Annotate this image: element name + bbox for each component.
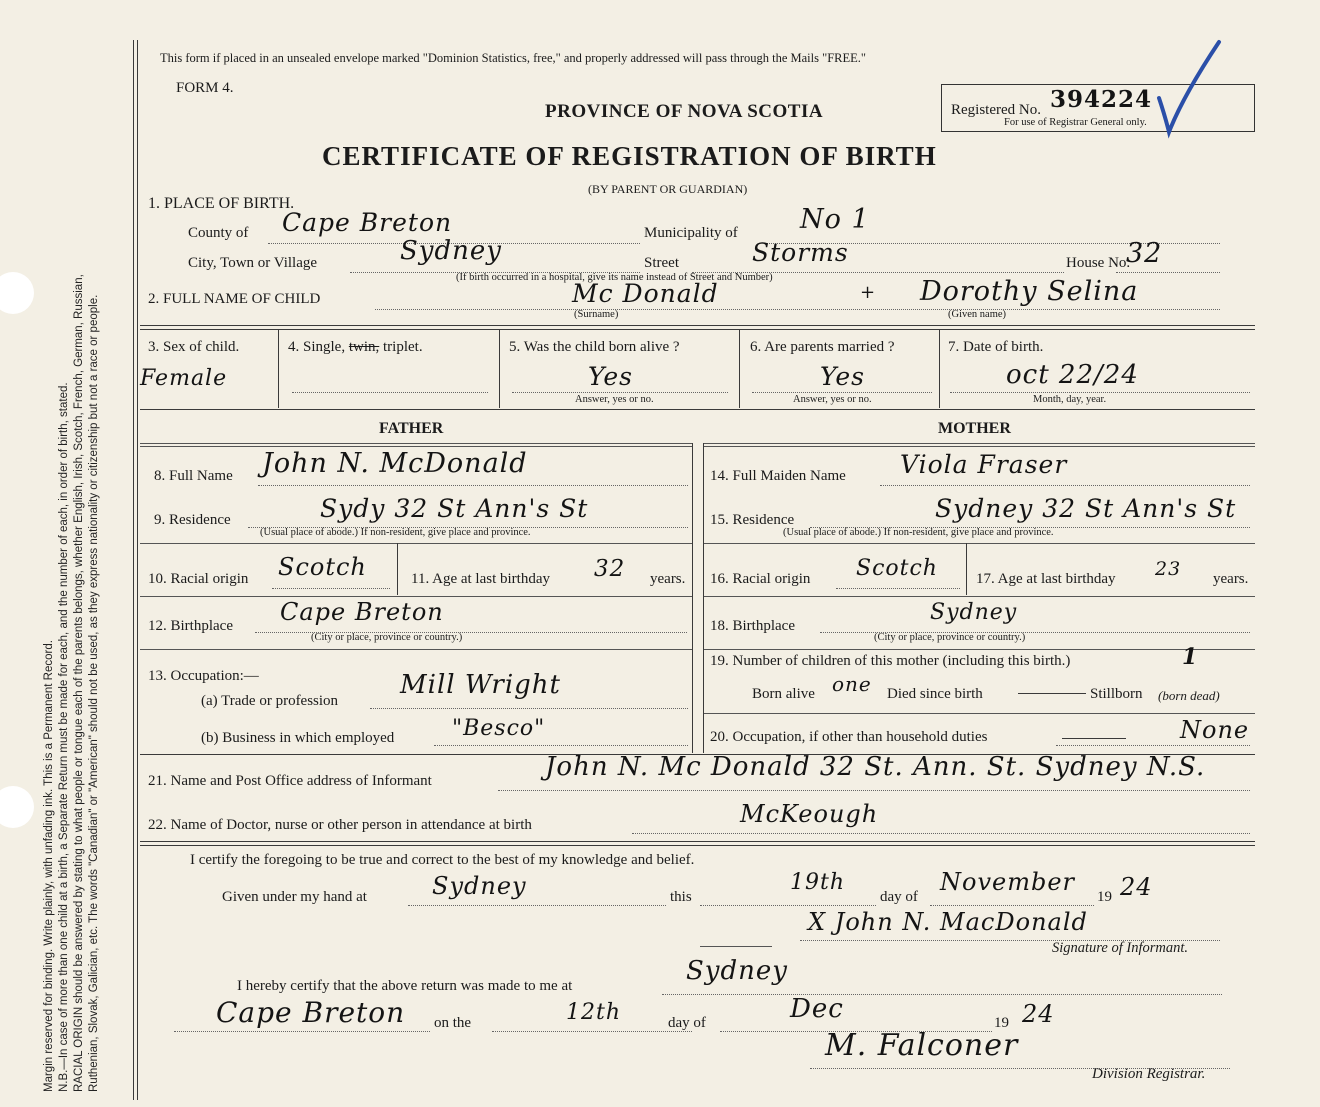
mother-name-value: Viola Fraser xyxy=(900,450,1068,479)
binding-margin-line xyxy=(137,40,138,1100)
mother-racial-label: 16. Racial origin xyxy=(710,571,811,587)
short-rule xyxy=(700,946,772,947)
surname-caption: (Surname) xyxy=(574,309,619,320)
mother-birthplace-caption: (City or place, province or country.) xyxy=(874,632,1026,643)
mother-age-label: 17. Age at last birthday xyxy=(976,571,1116,587)
certification-day-of-label: day of xyxy=(880,889,918,905)
child-name-line xyxy=(375,309,1220,310)
died-dash xyxy=(1018,693,1086,694)
house-number-label: House No. xyxy=(1066,255,1131,271)
doctor-label: 22. Name of Doctor, nurse or other person in attendance at birth xyxy=(148,817,532,833)
divider xyxy=(278,330,279,408)
divider xyxy=(499,330,500,408)
born-alive-line xyxy=(512,392,728,393)
business-value: "Besco" xyxy=(452,716,546,741)
rule xyxy=(703,649,1255,650)
mother-racial-value: Scotch xyxy=(856,556,938,581)
certificate-subtitle: (BY PARENT OR GUARDIAN) xyxy=(588,182,748,196)
mail-notice: This form if placed in an unsealed envelope marked "Dominion Statistics, free," and properly addressed will pass through the Mails "FREE." xyxy=(160,51,867,65)
children-count-label: 19. Number of children of this mother (including this birth.) xyxy=(710,653,1071,669)
father-birthplace-caption: (City or place, province or country.) xyxy=(311,632,463,643)
registrar-day-value: 12th xyxy=(566,1000,622,1025)
this-label: this xyxy=(670,889,692,905)
doctor-line xyxy=(632,833,1250,834)
trade-label: (a) Trade or profession xyxy=(201,693,339,709)
house-number-value: 32 xyxy=(1126,238,1163,269)
father-name-label: 8. Full Name xyxy=(154,468,233,484)
county-label: County of xyxy=(188,225,249,241)
given-place-value: Sydney xyxy=(432,872,527,900)
informant-signature-caption: Signature of Informant. xyxy=(1052,940,1189,956)
mother-residence-caption: (Usual place of abode.) If non-resident, give place and province. xyxy=(783,527,1054,538)
margin-note-line: N.B.—In case of more than one child at a birth, a Separate Return must be made for each, and the number of each, in order of birth, stated. xyxy=(58,382,70,1092)
rule xyxy=(140,443,692,444)
plurality-single: 4. Single, xyxy=(288,339,349,355)
municipality-value: No 1 xyxy=(800,204,870,235)
father-heading: FATHER xyxy=(379,420,444,437)
certification-statement: I certify the foregoing to be true and correct to the best of my knowledge and belief. xyxy=(190,852,695,868)
divider xyxy=(966,543,967,595)
rule xyxy=(140,596,692,597)
certificate-title: CERTIFICATE OF REGISTRATION OF BIRTH xyxy=(322,141,937,171)
registrar-signature-caption: Division Registrar. xyxy=(1092,1066,1206,1082)
father-age-label: 11. Age at last birthday xyxy=(411,571,550,587)
registrar-note: For use of Registrar General only. xyxy=(1004,117,1147,128)
date-of-birth-line xyxy=(950,392,1250,393)
father-name-value: John N. McDonald xyxy=(262,448,528,479)
born-alive-label: 5. Was the child born alive ? xyxy=(509,339,680,355)
mother-birthplace-label: 18. Birthplace xyxy=(710,618,795,634)
date-of-birth-caption: Month, day, year. xyxy=(1033,394,1107,405)
born-alive-caption: Answer, yes or no. xyxy=(575,394,654,405)
mother-birthplace-value: Sydney xyxy=(930,600,1018,625)
children-count-value: 1 xyxy=(1182,644,1199,670)
child-name-label: 2. FULL NAME OF CHILD xyxy=(148,291,321,307)
registrar-day-of-label: day of xyxy=(668,1015,706,1031)
county-value: Cape Breton xyxy=(282,208,453,237)
given-name-caption: (Given name) xyxy=(948,309,1007,320)
parents-married-label: 6. Are parents married ? xyxy=(750,339,895,355)
father-residence-caption: (Usual place of abode.) If non-resident, give place and province. xyxy=(260,527,531,538)
street-label: Street xyxy=(644,255,679,271)
hospital-note: (If birth occurred in a hospital, give its name instead of Street and Number) xyxy=(456,272,773,283)
registrar-month-value: Dec xyxy=(790,994,844,1024)
mother-residence-value: Sydney 32 St Ann's St xyxy=(935,494,1237,523)
registrar-day-line xyxy=(492,1031,692,1032)
father-racial-label: 10. Racial origin xyxy=(148,571,249,587)
parents-married-caption: Answer, yes or no. xyxy=(793,394,872,405)
rule xyxy=(703,443,1255,444)
child-surname-value: Mc Donald xyxy=(572,279,719,308)
business-line xyxy=(434,745,688,746)
rule xyxy=(140,841,1255,842)
stillborn-note: (born dead) xyxy=(1158,688,1220,703)
mother-age-unit: years. xyxy=(1213,571,1249,587)
father-birthplace-label: 12. Birthplace xyxy=(148,618,233,634)
rule xyxy=(703,543,1255,544)
margin-note-line: Margin reserved for binding. Write plainly, with unfading ink. This is a Permanent Record. xyxy=(43,640,55,1092)
binder-hole-bottom xyxy=(0,786,34,828)
registrar-county-line xyxy=(174,1031,430,1032)
registrar-place-value: Sydney xyxy=(686,956,788,986)
certification-day-value: 19th xyxy=(790,870,846,895)
certification-month-line xyxy=(930,905,1094,906)
plurality-line xyxy=(292,392,488,393)
mother-racial-line xyxy=(836,588,960,589)
certification-year-prefix: 19 xyxy=(1097,889,1112,905)
father-racial-line xyxy=(272,588,390,589)
rule xyxy=(140,649,692,650)
registrar-county-value: Cape Breton xyxy=(216,996,406,1029)
born-alive-value: Yes xyxy=(588,362,633,391)
occupation-label: 13. Occupation:— xyxy=(148,668,259,684)
city-label: City, Town or Village xyxy=(188,255,318,271)
registrar-place-line xyxy=(662,994,1222,995)
father-racial-value: Scotch xyxy=(278,553,367,581)
registrar-signature: M. Falconer xyxy=(825,1028,1019,1063)
certification-month-value: November xyxy=(940,868,1076,896)
rule xyxy=(703,713,1255,714)
father-age-unit: years. xyxy=(650,571,686,587)
mother-name-label: 14. Full Maiden Name xyxy=(710,468,846,484)
divider xyxy=(939,330,940,408)
died-since-birth-label: Died since birth xyxy=(887,686,983,702)
mother-occupation-label: 20. Occupation, if other than household duties xyxy=(710,729,988,745)
given-under-hand-label: Given under my hand at xyxy=(222,889,367,905)
registrar-year-value: 24 xyxy=(1022,1000,1055,1028)
rule xyxy=(140,409,1255,410)
trade-line xyxy=(370,708,688,709)
mother-heading: MOTHER xyxy=(938,420,1011,437)
business-label: (b) Business in which employed xyxy=(201,730,395,746)
divider xyxy=(739,330,740,408)
certification-year-value: 24 xyxy=(1120,873,1153,901)
trade-value: Mill Wright xyxy=(400,670,561,700)
rule xyxy=(140,446,692,447)
form-number: FORM 4. xyxy=(176,80,234,96)
rule xyxy=(703,446,1255,447)
registrar-on-the-label: on the xyxy=(434,1015,472,1031)
margin-note-line: RACIAL ORIGIN should be answered by stating to what people or tongue each of the parents belongs, whether English, Irish, Scotch, French, German, Russian, xyxy=(73,274,85,1092)
registrar-statement: I hereby certify that the above return was made to me at xyxy=(237,978,573,994)
house-line xyxy=(1116,272,1220,273)
doctor-value: McKeough xyxy=(740,800,879,828)
ampersand-mark: + xyxy=(860,282,877,303)
father-residence-value: Sydy 32 St Ann's St xyxy=(320,494,589,523)
informant-value: John N. Mc Donald 32 St. Ann. St. Sydney N.S. xyxy=(545,752,1206,782)
rule xyxy=(140,543,692,544)
born-alive-count-value: one xyxy=(832,672,872,696)
sex-value: Female xyxy=(140,366,228,391)
city-value: Sydney xyxy=(400,236,502,266)
rule xyxy=(140,325,1255,326)
rule xyxy=(703,596,1255,597)
place-of-birth-heading: 1. PLACE OF BIRTH. xyxy=(148,195,295,212)
registrar-year-prefix: 19 xyxy=(994,1015,1009,1031)
margin-note-line: Ruthenian, Slovak, Galician, etc. The words "Canadian" or "American" should not be used, as they express nationality or citizenship but not a race or people. xyxy=(88,294,100,1092)
plurality-twin-struck: twin, xyxy=(348,339,380,355)
informant-label: 21. Name and Post Office address of Informant xyxy=(148,773,432,789)
street-value: Storms xyxy=(752,238,849,267)
binding-margin-line xyxy=(133,40,134,1100)
mother-occupation-value: None xyxy=(1180,716,1250,744)
given-place-line xyxy=(408,905,666,906)
informant-line xyxy=(498,790,1250,791)
father-name-line xyxy=(258,485,688,486)
divider xyxy=(397,543,398,595)
child-given-name-value: Dorothy Selina xyxy=(920,276,1139,307)
province-heading: PROVINCE OF NOVA SCOTIA xyxy=(545,101,824,122)
date-of-birth-value: oct 22/24 xyxy=(1006,360,1139,390)
check-mark-icon xyxy=(1155,36,1225,140)
sex-label: 3. Sex of child. xyxy=(148,339,240,355)
mother-name-line xyxy=(880,485,1250,486)
mother-age-value: 23 xyxy=(1155,558,1182,580)
rule xyxy=(140,329,1255,330)
born-alive-count-label: Born alive xyxy=(752,686,815,702)
rule xyxy=(140,845,1255,846)
occupation-dash xyxy=(1062,738,1126,739)
municipality-label: Municipality of xyxy=(644,225,738,241)
father-residence-label: 9. Residence xyxy=(154,512,231,528)
binder-hole-top xyxy=(0,272,34,314)
plurality-triplet: triplet. xyxy=(379,339,423,355)
stillborn-label: Stillborn xyxy=(1090,686,1143,702)
father-age-value: 32 xyxy=(594,556,626,582)
column-divider xyxy=(703,443,704,753)
margin-notes xyxy=(42,42,132,1092)
father-birthplace-value: Cape Breton xyxy=(280,598,444,626)
plurality-label xyxy=(288,339,423,356)
date-of-birth-label: 7. Date of birth. xyxy=(948,339,1044,355)
parents-married-line xyxy=(752,392,932,393)
parents-married-value: Yes xyxy=(820,362,865,391)
mother-occupation-line xyxy=(1056,745,1250,746)
mother-residence-label: 15. Residence xyxy=(710,512,795,528)
informant-signature: X John N. MacDonald xyxy=(808,908,1088,936)
column-divider xyxy=(692,443,693,753)
registered-label: Registered No. xyxy=(951,102,1041,118)
registered-number: 394224 xyxy=(1050,86,1153,113)
certification-day-line xyxy=(700,905,876,906)
